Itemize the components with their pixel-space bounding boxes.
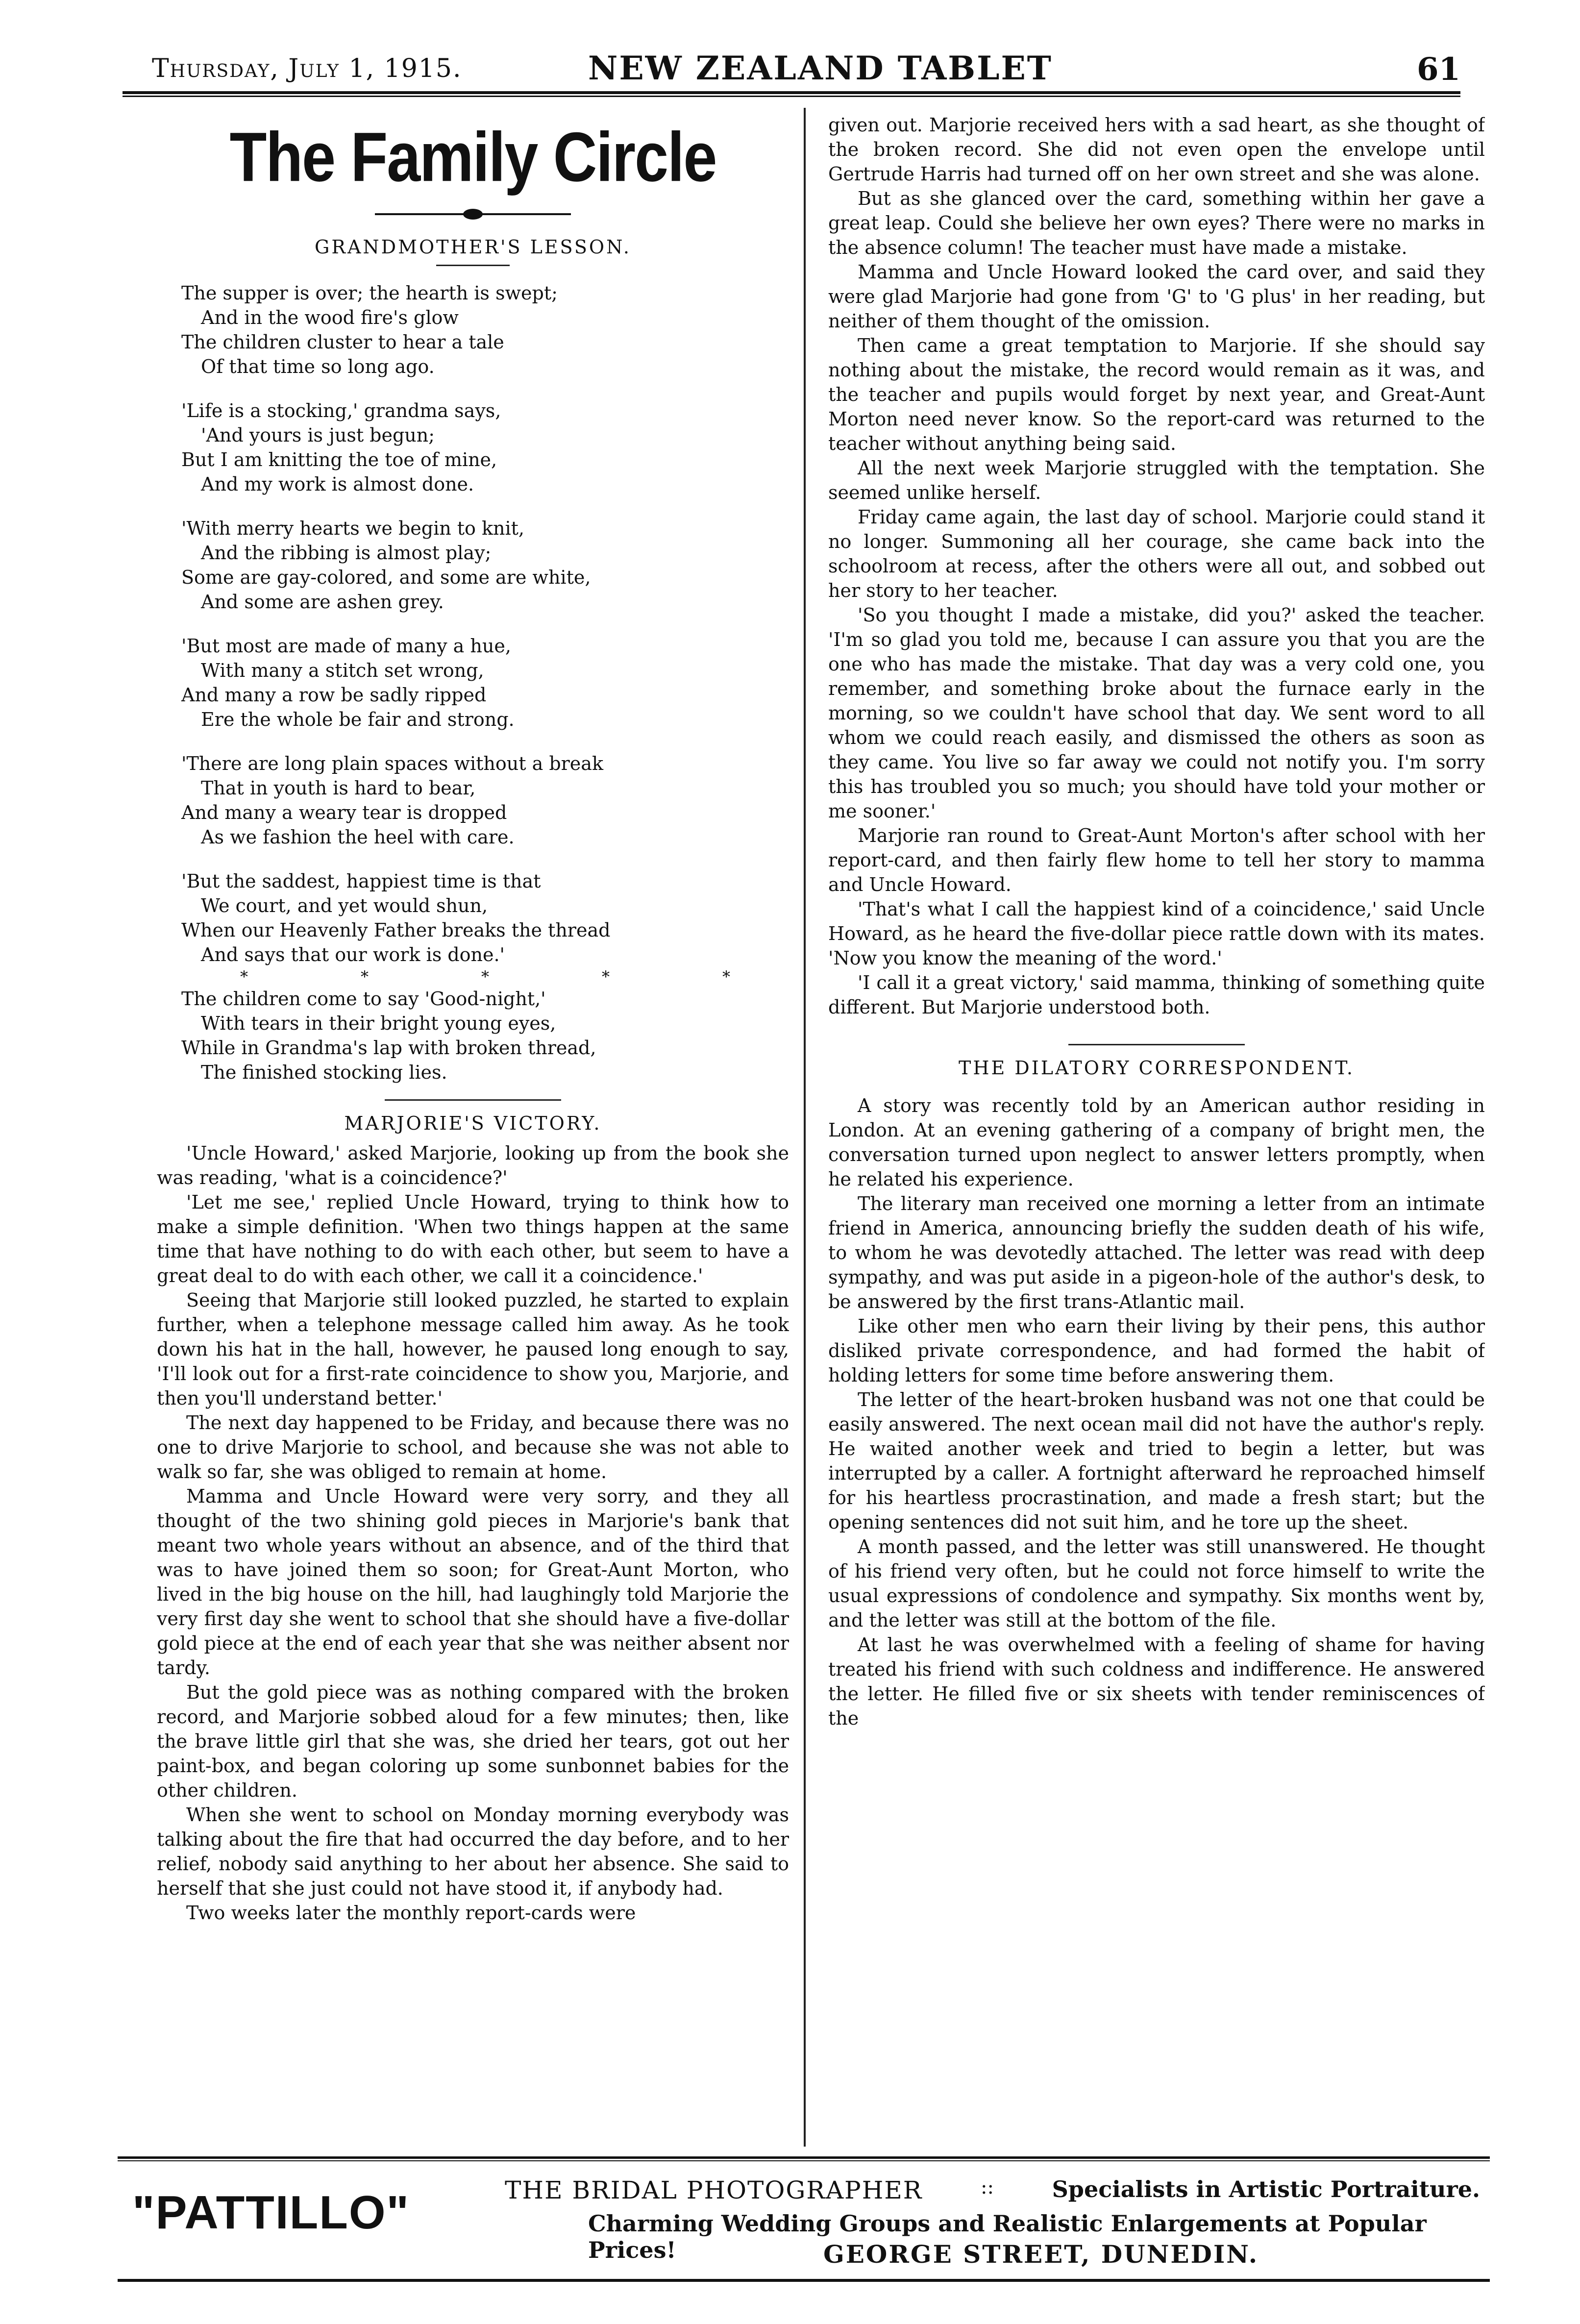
poem-title-rule	[436, 265, 510, 266]
ad-separator: ::	[981, 2176, 994, 2199]
paragraph: The literary man received one morning a letter from an intimate friend in America, announcing briefly the sudden death of his wife, to whom he was devotedly attached. The letter was read with deep sympathy, and was put aside in a pigeon-hole of the author's desk, to be answered by the first trans-Atlantic mail.	[828, 1193, 1485, 1312]
asterisk: *	[722, 967, 730, 986]
poem-line: That in youth is hard to bear,	[201, 777, 476, 799]
paragraph: 'That's what I call the happiest kind of a coincidence,' said Uncle Howard, as he heard the five-dollar piece rattle down with its mates. 'Now you know the meaning of the word.'	[828, 898, 1485, 969]
right-column	[828, 113, 1485, 2147]
ad-brand: "PATTILLO"	[132, 2186, 410, 2239]
poem-line: And many a row be sadly ripped	[181, 684, 487, 706]
ad-service: THE BRIDAL PHOTOGRAPHER	[505, 2176, 923, 2204]
story-title: THE DILATORY CORRESPONDENT.	[959, 1057, 1355, 1079]
asterisk: *	[602, 967, 610, 986]
footer-rule	[118, 2156, 1490, 2161]
paragraph: Marjorie ran round to Great-Aunt Morton's after school with her report-card, and then fairly flew home to tell her story to mamma and Uncle Howard.	[828, 825, 1485, 895]
paragraph: 'I call it a great victory,' said mamma, thinking of something quite different. But Marjorie understood both.	[828, 972, 1485, 1018]
page-header	[123, 44, 1460, 103]
poem-line: And says that our work is done.'	[201, 944, 505, 965]
ad-offer: Charming Wedding Groups and Realistic Enlargements at Popular Prices!	[588, 2210, 1427, 2263]
poem-line: The children cluster to hear a tale	[181, 331, 504, 353]
page-number: 61	[1416, 51, 1460, 88]
poem-stanza	[181, 634, 789, 732]
poem-line: We court, and yet would shun,	[201, 895, 488, 916]
column-divider	[804, 108, 806, 2147]
paragraph: The letter of the heart-broken husband was not one that could be easily answered. The next ocean mail did not have the author's reply. He waited another week and tried to begin a letter, but was interrupted by a caller. A fortnight afterward he reproached himself for his heartless procrastination, and made a fresh start; but the opening sentences did not suit him, and he tore up the sheet.	[828, 1389, 1485, 1533]
poem-line: 'But most are made of many a hue,	[181, 635, 511, 657]
publication-title: NEW ZEALAND TABLET	[588, 49, 1053, 87]
poem-line: The supper is over; the hearth is swept;	[181, 282, 558, 304]
poem-line: As we fashion the heel with care.	[201, 826, 515, 848]
paragraph: 'Uncle Howard,' asked Marjorie, looking up from the book she was reading, 'what is a coincidence?'	[157, 1142, 789, 1188]
ad-address: GEORGE STREET, DUNEDIN.	[823, 2240, 1259, 2269]
story-continuation	[828, 113, 1485, 1019]
poem-stanza	[181, 751, 789, 849]
poem-line: Ere the whole be fair and strong.	[201, 709, 515, 730]
poem-line: With tears in their bright young eyes,	[201, 1013, 556, 1034]
paragraph: 'So you thought I made a mistake, did you?' asked the teacher. 'I'm so glad you told me, because I can assure you that you are the one who has made the mistake. That day was a very cold one, you remember, and something broke about the furnace early in the morning, so we couldn't have school that day. We sent word to all whom we could reach easily, and dismissed the others as soon as they came. You live so far away we could not notify you. I'm sorry this has troubled you so much; you should have told your mother or me sooner.'	[828, 604, 1485, 822]
poem-line: And my work is almost done.	[201, 473, 474, 495]
poem-line: 'With merry hearts we begin to knit,	[181, 518, 525, 539]
poem-line: The children come to say 'Good-night,'	[181, 988, 546, 1010]
poem-line: Some are gay-colored, and some are white,	[181, 567, 591, 588]
poem-line: And some are ashen grey.	[201, 591, 444, 613]
poem-line: And in the wood fire's glow	[201, 307, 459, 328]
paragraph: At last he was overwhelmed with a feeling of shame for having treated his friend with such coldness and indifference. He answered the letter. He filled five or six sheets with tender reminiscences of the	[828, 1634, 1485, 1729]
section-divider	[1068, 1044, 1245, 1045]
paragraph: All the next week Marjorie struggled with the temptation. She seemed unlike herself.	[828, 457, 1485, 503]
poem-line: And the ribbing is almost play;	[201, 542, 492, 564]
section-title: The Family Circle	[229, 118, 716, 197]
asterisk: *	[361, 967, 369, 986]
paragraph: A story was recently told by an American author residing in London. At an evening gathering of a company of bright men, the conversation turned upon neglect to answer letters promptly, when he related his experience.	[828, 1095, 1485, 1190]
ad-headline	[505, 2176, 1480, 2204]
asterisk: *	[481, 967, 489, 986]
paragraph: When she went to school on Monday morning everybody was talking about the fire that had occurred the day before, and to her relief, nobody said anything to her about her absence. She said to herself that she just could not have stood it, if anybody had.	[157, 1804, 789, 1899]
poem	[181, 281, 789, 1085]
paragraph: Like other men who earn their living by their pens, this author disliked private correspondence, and had formed the habit of holding letters for some time before answering them.	[828, 1315, 1485, 1386]
poem-line: 'There are long plain spaces without a break	[181, 753, 603, 774]
header-rule	[123, 91, 1460, 97]
header-date: Thursday, July 1, 1915.	[152, 54, 462, 83]
poem-stanza	[181, 516, 789, 614]
section-divider	[385, 1099, 561, 1101]
poem-stanza	[181, 398, 789, 496]
story-body	[157, 1141, 789, 1925]
poem-line: 'Life is a stocking,' grandma says,	[181, 400, 501, 421]
paragraph: Mamma and Uncle Howard looked the card over, and said they were glad Marjorie had gone from 'G' to 'G plus' in her reading, but neither of them thought of the omission.	[828, 261, 1485, 332]
poem-line: 'But the saddest, happiest time is that	[181, 870, 541, 892]
asterism	[240, 967, 730, 987]
poem-title: GRANDMOTHER'S LESSON.	[314, 236, 631, 258]
poem-final-stanza	[181, 987, 789, 1085]
poem-stanza	[181, 869, 789, 967]
poem-line: While in Grandma's lap with broken thread,	[181, 1037, 596, 1059]
footer-advertisement	[118, 2156, 1490, 2294]
poem-line: And many a weary tear is dropped	[181, 802, 507, 823]
paragraph: Mamma and Uncle Howard were very sorry, and they all thought of the two shining gold pieces in Marjorie's bank that meant two whole years without an absence, and of the third that was to have joined them so soon; for Great-Aunt Morton, who lived in the big house on the hill, had laughingly told Marjorie the very first day she went to school that she should have a five-dollar gold piece at the end of each year that she was neither absent nor tardy.	[157, 1485, 789, 1679]
paragraph: A month passed, and the letter was still unanswered. He thought of his friend very often, but he could not force himself to write the usual expressions of condolence and sympathy. Six months went by, and the letter was still at the bottom of the file.	[828, 1536, 1485, 1631]
paragraph: Friday came again, the last day of school. Marjorie could stand it no longer. Summoning all her courage, she came back into the schoolroom at recess, after the others were all out, and sobbed out her story to her teacher.	[828, 506, 1485, 601]
paragraph: The next day happened to be Friday, and because there was no one to drive Marjorie to school, and because she was not able to walk so far, she was obliged to remain at home.	[157, 1412, 789, 1483]
left-column	[157, 113, 789, 2147]
poem-stanza	[181, 281, 789, 379]
story-body	[828, 1093, 1485, 1731]
paragraph: Two weeks later the monthly report-cards were	[186, 1902, 636, 1924]
paragraph: Then came a great temptation to Marjorie. If she should say nothing about the mistake, the record would remain as it was, and the teacher and pupils would forget by next year, and Great-Aunt Morton need never know. So the report-card was returned to the teacher without anything being said.	[828, 335, 1485, 454]
paragraph: given out. Marjorie received hers with a sad heart, as she thought of the broken record. She did not even open the envelope until Gertrude Harris had turned off on her own street and she was alone.	[828, 114, 1485, 185]
paragraph: Seeing that Marjorie still looked puzzled, he started to explain further, when a telephone message called him away. As he took down his hat in the hall, however, he paused long enough to say, 'I'll look out for a first-rate coincidence to show you, Marjorie, and then you'll understand better.'	[157, 1289, 789, 1409]
footer-rule	[118, 2279, 1490, 2284]
poem-line: When our Heavenly Father breaks the thread	[181, 919, 611, 941]
paragraph: But the gold piece was as nothing compared with the broken record, and Marjorie sobbed aloud for a few minutes; then, like the brave little girl that she was, she dried her tears, got out her paint-box, and began coloring up some sunbonnet babies for the other children.	[157, 1681, 789, 1801]
poem-line: But I am knitting the toe of mine,	[181, 449, 497, 470]
story-title: MARJORIE'S VICTORY.	[344, 1113, 602, 1134]
poem-line: 'And yours is just begun;	[201, 424, 435, 446]
paragraph: 'Let me see,' replied Uncle Howard, trying to think how to make a simple definition. 'When two things happen at the same time that have nothing to do with each other, but seem to have a great deal to do with each other, we call it a coincidence.'	[157, 1191, 789, 1286]
paragraph: But as she glanced over the card, something within her gave a great leap. Could she believe her own eyes? There were no marks in the absence column! The teacher must have made a mistake.	[828, 188, 1485, 258]
poem-line: Of that time so long ago.	[201, 356, 435, 377]
ad-specialty: Specialists in Artistic Portraiture.	[1052, 2176, 1480, 2202]
poem-line: The finished stocking lies.	[201, 1062, 447, 1083]
poem-line: With many a stitch set wrong,	[201, 660, 484, 681]
title-ornament	[375, 212, 571, 217]
asterisk: *	[240, 967, 248, 986]
